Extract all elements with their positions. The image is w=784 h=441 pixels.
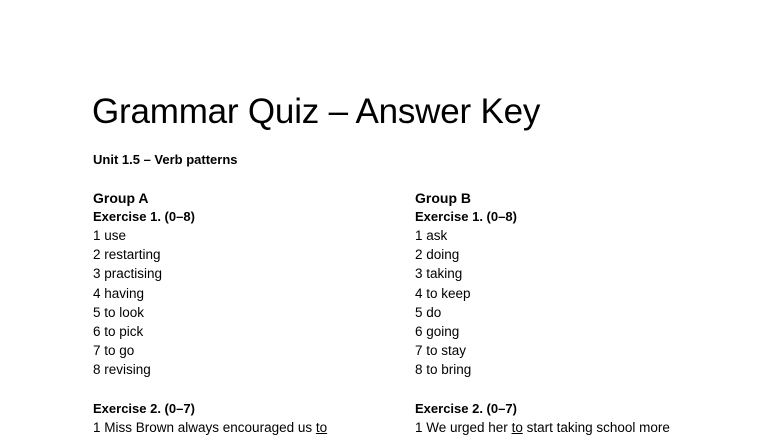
- sentence-text: 1 Miss Brown always encouraged us: [93, 419, 316, 435]
- answer-item: 3 practising: [93, 266, 163, 282]
- answer-item: 3 taking: [415, 266, 463, 282]
- page-title: Grammar Quiz – Answer Key: [92, 92, 541, 131]
- section-spacer: [415, 380, 775, 399]
- group-a-exercise-2-sentence-1: [93, 418, 423, 437]
- answer-item: 6 to pick: [93, 323, 144, 339]
- sentence-text: 1 We urged her: [415, 419, 512, 435]
- group-b-exercise-2-sentence-1: [415, 418, 775, 437]
- group-a-exercise-1-title: Exercise 1. (0–8): [93, 209, 195, 224]
- answer-item: 2 doing: [415, 247, 460, 263]
- answer-item: 8 to bring: [415, 362, 472, 378]
- group-a-column: [93, 189, 423, 437]
- unit-heading: Unit 1.5 – Verb patterns: [93, 152, 238, 167]
- underlined-answer: to: [511, 419, 523, 435]
- group-b-exercise-1-title: Exercise 1. (0–8): [415, 209, 517, 224]
- answer-item: 7 to go: [93, 343, 135, 359]
- answer-item: 7 to stay: [415, 343, 467, 359]
- answer-item: 1 ask: [415, 228, 448, 243]
- group-b-column: [415, 189, 775, 437]
- answer-item: 1 use: [93, 228, 127, 243]
- answer-item: 4 to keep: [415, 285, 471, 301]
- answer-item: 8 revising: [93, 362, 151, 378]
- answer-item: 5 to look: [93, 304, 145, 320]
- group-a-exercise-2-title: Exercise 2. (0–7): [93, 400, 195, 416]
- answer-item: 4 having: [93, 285, 145, 301]
- answer-item: 5 do: [415, 304, 442, 320]
- group-b-title: Group B: [415, 190, 471, 206]
- sentence-text-end: start taking school more: [522, 419, 670, 435]
- group-b-exercise-2-title: Exercise 2. (0–7): [415, 400, 517, 416]
- underlined-answer: to: [315, 419, 328, 435]
- section-spacer: [93, 380, 423, 399]
- answer-item: 6 going: [415, 323, 460, 339]
- group-a-exercise-1-answers: [93, 226, 423, 380]
- answer-item: 2 restarting: [93, 247, 161, 263]
- group-b-exercise-1-answers: [415, 226, 775, 380]
- group-a-title: Group A: [93, 190, 149, 206]
